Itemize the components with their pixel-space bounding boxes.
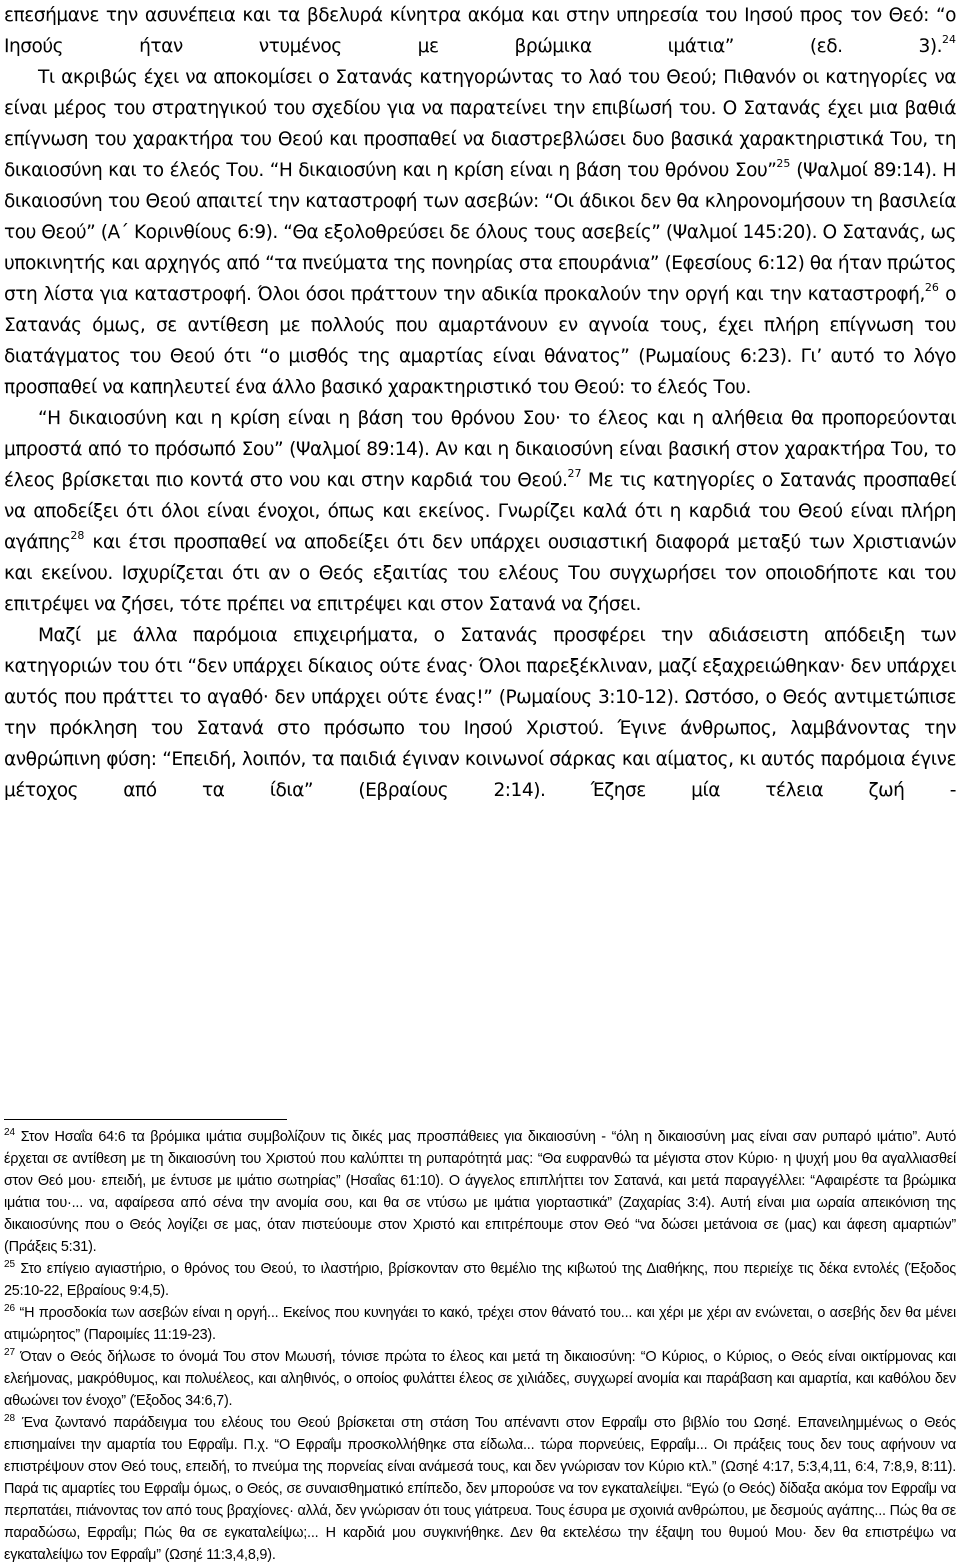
footnote-number: 26 xyxy=(4,1303,16,1314)
footnote-number: 25 xyxy=(4,1259,16,1270)
footnote-number: 28 xyxy=(4,1413,16,1424)
footnote-ref-24[interactable]: 24 xyxy=(942,33,956,46)
footnote-24 xyxy=(4,1126,956,1258)
footnote-text: Όταν ο Θεός δήλωσε το όνομά Του στον Μωυσή, τόνισε πρώτα το έλεος και μετά τη δικαιοσύνη: “Ο Κύριος, ο Κύριος, ο Θεός είναι οικτίρμονας και ελεήμονας, μακρόθυμος, και πολυέλεος, και αληθινός, ο οποίος φυλάττει έλεος σε χιλιάδες, συγχωρεί ανομία και παράβαση και αμαρτία, και καθόλου δεν αθωώνει τον ένοχο” (Έξοδος 34:6,7). xyxy=(4,1349,956,1409)
footnote-text: Στο επίγειο αγιαστήριο, ο θρόνος του Θεού, το ιλαστήριο, βρίσκονταν στο θεμέλιο της κιβωτού της Διαθήκης, που περιείχε τις δέκα εντολές (Έξοδος 25:10-22, Εβραίους 9:4,5). xyxy=(4,1261,956,1299)
footnote-number: 24 xyxy=(4,1127,16,1138)
footnote-ref-26[interactable]: 26 xyxy=(924,281,939,294)
paragraph-2-text-c: ο Σατανάς όμως, σε αντίθεση με πολλούς που αμαρτάνουν εν αγνοία τους, έχει πλήρη επίγνωση του διατάγματος του Θεού ότι “ο μισθός της αμαρτίας είναι θάνατος” (Ρωμαίους 6:23). Γι’ αυτό το λόγο προσπαθεί να καπηλευτεί ένα άλλο βασικό χαρακτηριστικό του Θεού: το έλεός Του. xyxy=(4,284,956,398)
paragraph-4-text: Μαζί με άλλα παρόμοια επιχειρήματα, ο Σατανάς προσφέρει την αδιάσειστη απόδειξη των κατηγοριών του ότι “δεν υπάρχει δίκαιος ούτε ένας· Όλοι παρεξέκλιναν, μαζί εξαχρειώθηκαν· δεν υπάρχει αυτός που πράττει το αγαθό· δεν υπάρχει ούτε ένας!” (Ρωμαίους 3:10-12). Ωστόσο, ο Θεός αντιμετώπισε την πρόκληση του Σατανά στο πρόσωπο του Ιησού Χριστού. Έγινε άνθρωπος, λαμβάνοντας την ανθρώπινη φύση: “Επειδή, λοιπόν, τα παιδιά έγιναν κοινωνοί σάρκας και αίματος, κι αυτός παρόμοια έγινε μέτοχος από τα ίδια” (Εβραίους 2:14). Έζησε μία τέλεια ζωή - xyxy=(4,625,956,801)
paragraph-3-text-b: Με τις κατηγορίες ο Σατανάς προσπαθεί να αποδείξει ότι όλοι είναι ένοχοι, όπως και εκείνος. Γνωρίζει καλά ότι η καρδιά του Θεού είναι πλήρη αγάπης xyxy=(4,470,956,553)
footnote-text: “Η προσδοκία των ασεβών είναι η οργή... Εκείνος που κυνηγάει το κακό, τρέχει στον θάνατό του... και χέρι με χέρι αν ενώνεται, ο ασεβής δεν θα μένει ατιμώρητος” (Παροιμίες 11:19-23). xyxy=(4,1305,956,1343)
footnote-28 xyxy=(4,1412,956,1566)
paragraph-2-text-a: Τι ακριβώς έχει να αποκομίσει ο Σατανάς κατηγορώντας το λαό του Θεού; Πιθανόν οι κατηγορίες να είναι μέρος του στρατηγικού του σχεδίου για να παρατείνει την επιβίωσή του. Ο Σατανάς έχει μια βαθιά επίγνωση του χαρακτήρα του Θεού και προσπαθεί να διαστρεβλώσει δυο βασικά χαρακτηριστικά Του, τη δικαιοσύνη και το έλεός Του. “Η δικαιοσύνη και η κρίση είναι η βάση του θρόνου Σου” xyxy=(4,67,956,181)
footnote-26 xyxy=(4,1302,956,1346)
footnote-25 xyxy=(4,1258,956,1302)
paragraph-2 xyxy=(4,62,956,403)
footnotes xyxy=(4,1126,956,1566)
footnote-number: 27 xyxy=(4,1347,16,1358)
paragraph-1-text: επεσήμανε την ασυνέπεια και τα βδελυρά κίνητρα ακόμα και στην υπηρεσία του Ιησού προς τον Θεό: “ο Ιησούς ήταν ντυμένος με βρώμικα ιμάτια” (εδ. 3). xyxy=(4,5,956,57)
paragraph-4 xyxy=(4,620,956,806)
footnote-ref-25[interactable]: 25 xyxy=(776,157,791,170)
paragraph-2-text-b: (Ψαλμοί 89:14). Η δικαιοσύνη του Θεού απαιτεί την καταστροφή των ασεβών: “Οι άδικοι δεν θα κληρονομήσουν τη βασιλεία του Θεού” (Α΄ Κορινθίους 6:9). “Θα εξολοθρεύσει δε όλους τους ασεβείς” (Ψαλμοί 145:20). Ο Σατανάς, ως υποκινητής και αρχηγός από “τα πνεύματα της πονηρίας στα επουράνια” (Εφεσίους 6:12) θα ήταν πρώτος στη λίστα για καταστροφή. Όλοι όσοι πράττουν την αδικία προκαλούν την οργή και την καταστροφή, xyxy=(4,160,957,305)
footnote-27 xyxy=(4,1346,956,1412)
paragraph-3-text-a: “Η δικαιοσύνη και η κρίση είναι η βάση του θρόνου Σου· το έλεος και η αλήθεια θα προπορεύονται μπροστά από το πρόσωπό Σου” (Ψαλμοί 89:14). Αν και η δικαιοσύνη είναι βασική στον χαρακτήρα Του, το έλεος βρίσκεται πιο κοντά στο νου και στην καρδιά του Θεού. xyxy=(4,408,956,491)
main-text xyxy=(4,0,956,806)
paragraph-1 xyxy=(4,0,956,62)
footnote-separator xyxy=(4,1119,287,1120)
footnote-text: Ένα ζωντανό παράδειγμα του ελέους του Θεού βρίσκεται στη στάση Του απέναντι στον Εφραΐμ στο βιβλίο του Ωσηέ. Επανειλημμένως ο Θεός επισημαίνει την αμαρτία του Εφραΐμ. Π.χ. “Ο Εφραΐμ προσκολλήθηκε στα είδωλα... τώρα πορνεύεις, Εφραΐμ... Οι πράξεις τους δεν τους αφήνουν να επιστρέψουν στον Θεό τους, επειδή, το πνεύμα της πορνείας είναι ανάμεσά τους, και δεν γνώρισαν τον Κύριο κτλ.” (Ωσηέ 4:17, 5:3,4,11, 6:4, 7:8,9, 8:11). Παρά τις αμαρτίες του Εφραΐμ όμως, ο Θεός, σε συναισθηματικό επίπεδο, δεν μπορούσε να τον εγκαταλείψει. “Εγώ (ο Θεός) δίδαξα ακόμα τον Εφραΐμ να περπατάει, πιάνοντας τον από τους βραχίονες· αλλά, δεν γνώρισαν ότι τους γιάτρευα. Τους έσυρα με σχοινιά ανθρώπου, με δεσμούς αγάπης... Πώς θα σε παραδώσω, Εφραΐμ; Πώς θα σε εγκαταλείψω;... Η καρδιά μου συγκινήθηκε. Δεν θα εκτελέσω την έξαψη του θυμού Μου· δεν θα επιστρέψω να εγκαταλείψω τον Εφραΐμ” (Ωσηέ 11:3,4,8,9). xyxy=(4,1415,956,1563)
paragraph-3-text-c: και έτσι προσπαθεί να αποδείξει ότι δεν υπάρχει ουσιαστική διαφορά μεταξύ των Χριστιανών και εκείνου. Ισχυρίζεται ότι αν ο Θεός εξαιτίας του ελέους Του συγχωρήσει τον οποιοδήποτε και του επιτρέψει να ζήσει, τότε πρέπει να επιτρέψει και στον Σατανά να ζήσει. xyxy=(4,532,956,615)
paragraph-3 xyxy=(4,403,956,620)
footnote-ref-27[interactable]: 27 xyxy=(567,467,582,480)
footnote-ref-28[interactable]: 28 xyxy=(70,529,85,542)
footnote-text: Στον Ησαΐα 64:6 τα βρόμικα ιμάτια συμβολίζουν τις δικές μας προσπάθειες για δικαιοσύνη - “όλη η δικαιοσύνη μας είναι σαν ρυπαρό ιμάτιο”. Αυτό έρχεται σε αντίθεση με τη δικαιοσύνη του Χριστού που καλύπτει τη ρυπαρότητά μας: “Θα ευφρανθώ τα μέγιστα στον Κύριο· η ψυχή μου θα αγαλλιασθεί στον Θεό μου· επειδή, με έντυσε με ιμάτιο σωτηρίας” (Ησαΐας 61:10). Ο άγγελος επιπλήττει τον Σατανά, και μετά παραγγέλλει: “Αφαιρέστε τα βρώμικα ιμάτια του·... να, αφαίρεσα από σένα την ανομία σου, και θα σε ντύσω με ιμάτια γιορταστικά” (Ζαχαρίας 3:4). Αυτή είναι μια ωραία απεικόνιση της δικαιοσύνης που ο Θεός λογίζει σε μας, όταν πιστεύουμε στον Χριστό και επιτρέπουμε στον Θεό “να δώσει μετάνοια σε (μας) και άφεση αμαρτιών” (Πράξεις 5:31). xyxy=(4,1129,956,1255)
